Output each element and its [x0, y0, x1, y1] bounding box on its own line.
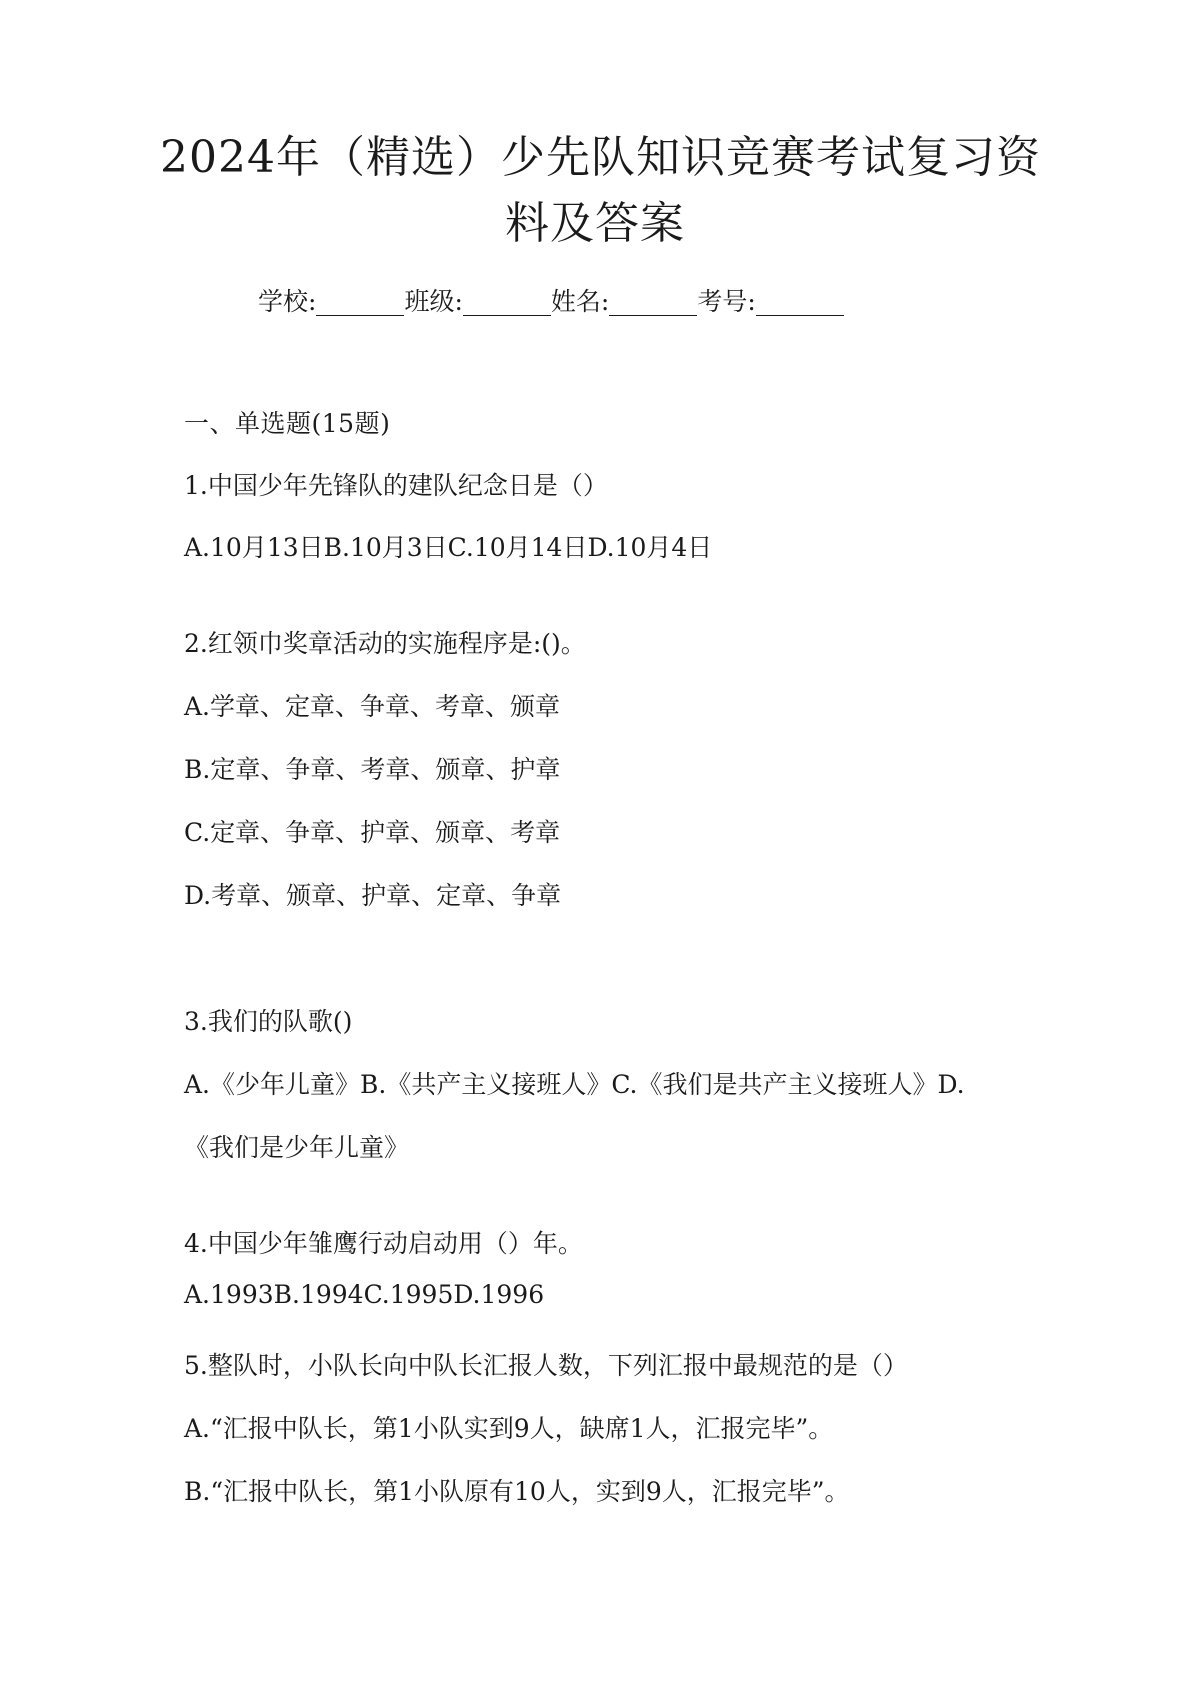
name-blank[interactable] — [609, 293, 697, 316]
question-5-stem: 5.整队时，小队长向中队长汇报人数，下列汇报中最规范的是（） — [184, 1351, 908, 1380]
question-2-option-a: A.学章、定章、争章、考章、颁章 — [184, 692, 561, 721]
question-2-option-b: B.定章、争章、考章、颁章、护章 — [184, 755, 561, 784]
school-label: 学校: — [258, 287, 317, 316]
exam-number-blank[interactable] — [756, 293, 844, 316]
question-2-option-d: D.考章、颁章、护章、定章、争章 — [184, 881, 562, 910]
name-label: 姓名: — [550, 287, 610, 316]
question-5-option-a: A.“汇报中队长，第1小队实到9人，缺席1人，汇报完毕”。 — [184, 1414, 834, 1443]
document-title-line-1: 2024年（精选）少先队知识竞赛考试复习资 — [160, 132, 1041, 183]
student-info-row — [258, 282, 844, 316]
name-field — [551, 288, 697, 316]
question-3-options-line-2: 《我们是少年儿童》 — [184, 1133, 410, 1162]
question-1-stem: 1.中国少年先锋队的建队纪念日是（） — [184, 471, 608, 500]
class-field — [404, 288, 550, 316]
section-heading: 一、单选题(15题) — [184, 409, 391, 438]
question-4-stem: 4.中国少年雏鹰行动启动用（）年。 — [184, 1229, 583, 1258]
class-blank[interactable] — [463, 293, 551, 316]
question-4-options: A.1993B.1994C.1995D.1996 — [184, 1280, 545, 1309]
exam-number-label: 考号: — [697, 287, 756, 316]
document-title-line-2: 料及答案 — [505, 198, 685, 249]
question-3-stem: 3.我们的队歌() — [184, 1007, 353, 1036]
question-5-option-b: B.“汇报中队长，第1小队原有10人，实到9人，汇报完毕”。 — [184, 1477, 850, 1506]
school-blank[interactable] — [316, 293, 404, 316]
question-3-options-line-1: A.《少年儿童》B.《共产主义接班人》C.《我们是共产主义接班人》D. — [184, 1070, 965, 1099]
question-2-stem: 2.红领巾奖章活动的实施程序是:()。 — [184, 629, 586, 658]
question-2-option-c: C.定章、争章、护章、颁章、考章 — [184, 818, 561, 847]
class-label: 班级: — [404, 287, 463, 316]
exam-number-field — [697, 288, 843, 316]
question-1-options: A.10月13日B.10月3日C.10月14日D.10月4日 — [184, 533, 713, 562]
school-field — [258, 288, 404, 316]
